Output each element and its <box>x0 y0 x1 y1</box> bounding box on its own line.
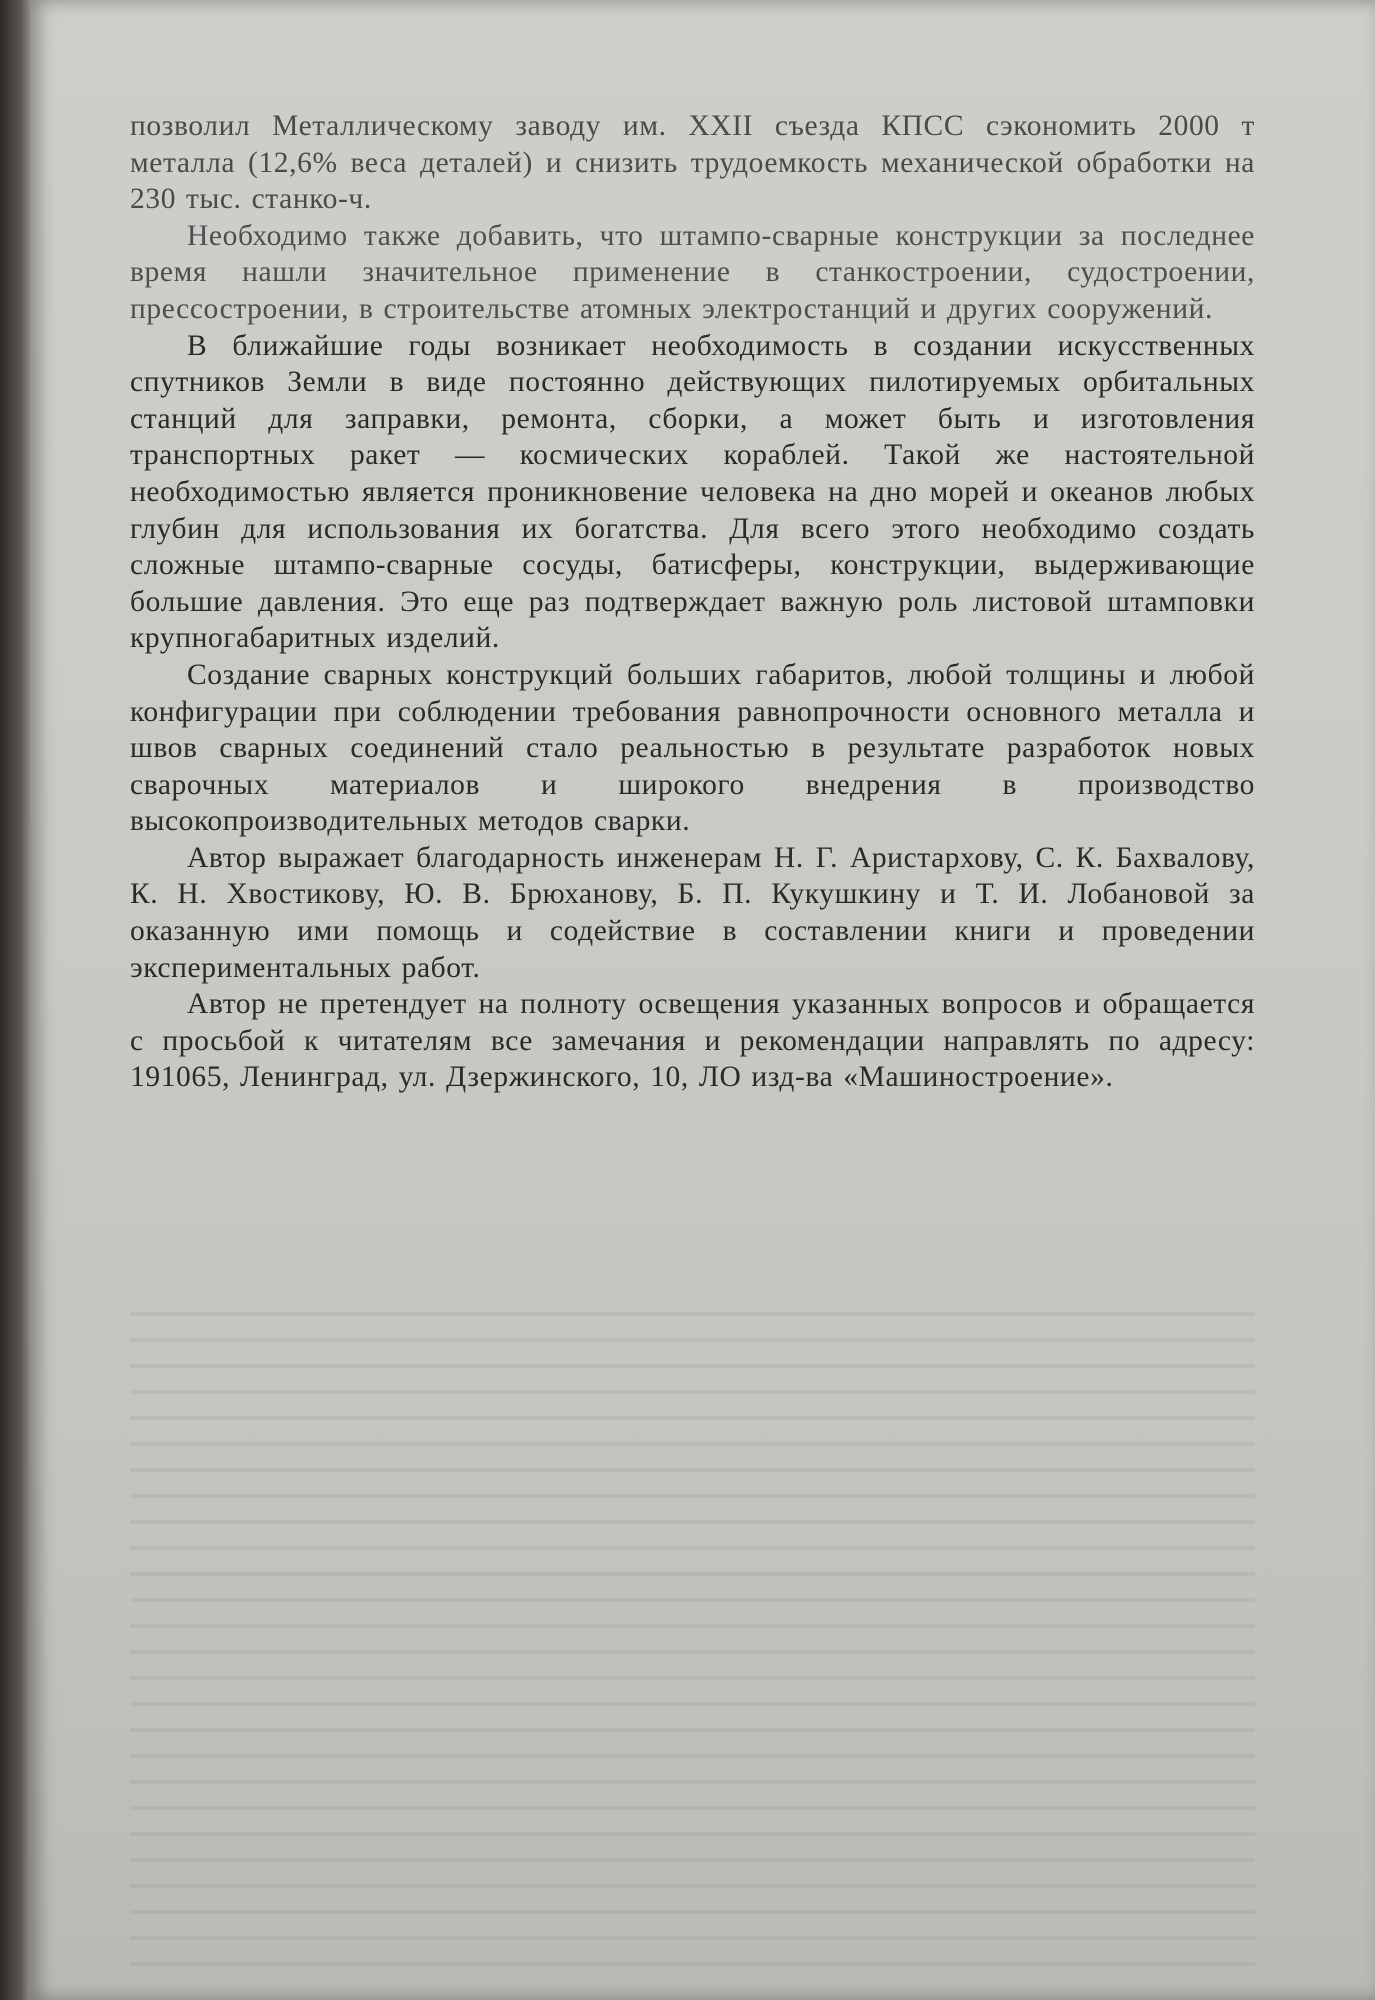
paragraph-3: В ближайшие годы возникает необходимость в создании искусственных спутников Земли в виде постоянно действующих пилотируемых орбитальных станций для заправки, ремонта, сборки, а может быть и изготовления транспортных ракет — космических кораблей. Такой же настоятельной необходимостью является проникновение человека на дно морей и океанов любых глубин для использования их богатства. Для всего этого необходимо создать сложные штампо-сварные сосуды, батисферы, конструкции, выдерживающие большие давления. Это еще раз подтверждает важную роль листовой штамповки крупногабаритных изделий. <box>130 329 1255 655</box>
paragraph-1: позволил Металлическому заводу им. XXII съезда КПСС сэкономить 2000 т металла (12,6% веса деталей) и снизить трудоемкость механической обработки на 230 тыс. станко-ч. <box>130 110 1255 216</box>
page-text <box>130 108 1255 1096</box>
paragraph-4: Создание сварных конструкций больших габаритов, любой толщины и любой конфигурации при соблюдении требования равнопрочности основного металла и швов сварных соединений стало реальностью в результате разработок новых сварочных материалов и широкого внедрения в производство высокопроизводительных методов сварки. <box>130 658 1255 838</box>
paragraph-6: Автор не претендует на полноту освещения указанных вопросов и обращается с просьбой к читателям все замечания и рекомендации направлять по адресу: 191065, Ленинград, ул. Дзержинского, 10, ЛО изд-ва «Машиностроение». <box>130 988 1255 1094</box>
paragraph-2: Необходимо также добавить, что штампо-сварные конструкции за последнее время нашли значительное применение в станкостроении, судостроении, прессостроении, в строительстве атомных электростанций и других сооружений. <box>130 219 1255 325</box>
paragraph-5: Автор выражает благодарность инженерам Н. Г. Аристархову, С. К. Бахвалову, К. Н. Хвостикову, Ю. В. Брюханову, Б. П. Кукушкину и Т. И. Лобановой за оказанную ими помощь и содействие в составлении книги и проведении экспериментальных работ. <box>130 841 1255 984</box>
book-spine-shadow <box>0 0 30 2000</box>
show-through-text <box>130 1290 1255 1970</box>
